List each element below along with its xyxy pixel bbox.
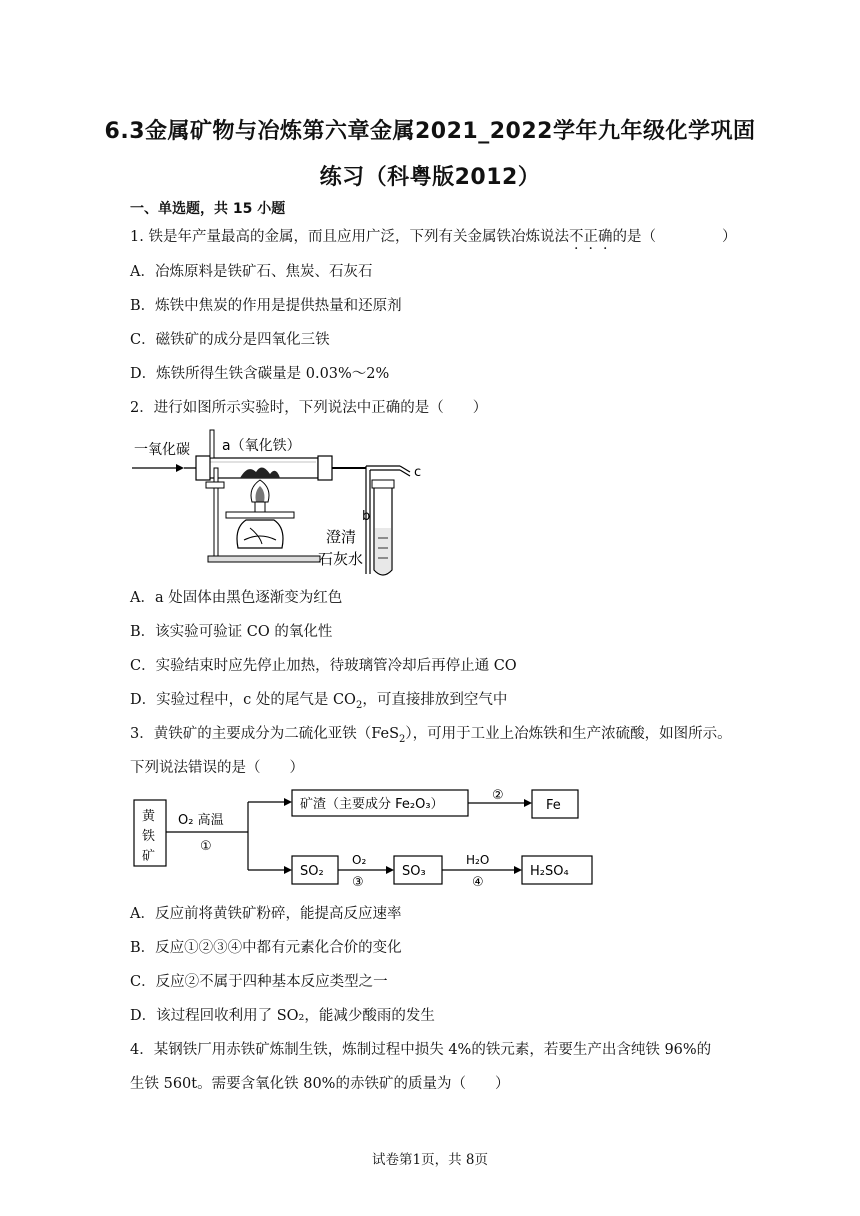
q1-option-c: C．磁铁矿的成分是四氧化三铁 — [130, 332, 330, 348]
step-2-label: ② — [492, 788, 504, 803]
q1-emphasis-2: 正 — [583, 229, 598, 245]
q1-paren-close: ） — [722, 229, 737, 245]
q1-option-d: D．炼铁所得生铁含碳量是 0.03%～2% — [130, 366, 390, 382]
a-label: a（氧化铁） — [222, 438, 301, 454]
so3-label: SO₃ — [402, 864, 426, 879]
slag-label: 矿渣（主要成分 Fe₂O₃） — [300, 797, 444, 812]
b-label: b — [362, 509, 371, 524]
q4-stem-line1: 4．某钢铁厂用赤铁矿炼制生铁，炼制过程中损失 4%的铁元素，若要生产出含纯铁 96%的 — [130, 1042, 712, 1058]
q1-emphasis-1: 不 — [568, 229, 584, 245]
ore-char-2: 铁 — [142, 829, 156, 844]
limewater-label-1: 澄清 — [326, 528, 357, 546]
q1-option-a: A．冶炼原料是铁矿石、焦炭、石灰石 — [130, 264, 373, 280]
step-1-label: ① — [200, 839, 212, 854]
o2-label: O₂ — [352, 853, 367, 867]
q3-stem1: 3．黄铁矿的主要成分为二硫化亚铁（FeS — [130, 726, 400, 742]
q2-option-c: C．实验结束时应先停止加热，待玻璃管冷却后再停止通 CO — [130, 658, 517, 674]
page-title-line1: 6.3金属矿物与冶炼第六章金属2021_2022学年九年级化学巩固 — [104, 119, 756, 144]
q1-emphasis-3: 确 — [597, 229, 613, 245]
q3-stem1-sub: 2 — [399, 733, 406, 745]
q4-stem-line2: 生铁 560t。需要含氧化铁 80%的赤铁矿的质量为（ ） — [130, 1076, 510, 1092]
q2-option-d-sub: 2 — [355, 699, 363, 711]
so2-label: SO₂ — [300, 864, 324, 879]
q3-option-d: D．该过程回收利用了 SO₂，能减少酸雨的发生 — [130, 1008, 435, 1024]
o2-high-temp-label: O₂ 高温 — [178, 813, 224, 828]
q2-option-d-post: ，可直接排放到空气中 — [362, 692, 508, 708]
q1-stem-b: 的是（ — [612, 229, 656, 245]
q2-option-d — [130, 688, 507, 711]
page-title-line2: 练习（科粤版2012） — [319, 165, 541, 190]
h2so4-label: H₂SO₄ — [530, 864, 569, 879]
step-4-label: ④ — [472, 875, 484, 890]
q2-stem: 2．进行如图所示实验时，下列说法中正确的是（ ） — [130, 400, 488, 416]
section-heading: 一、单选题，共 15 小题 — [130, 201, 286, 217]
q3-stem-line1 — [130, 722, 732, 745]
q2-option-d-pre: D．实验过程中，c 处的尾气是 CO — [130, 692, 356, 708]
page-footer: 试卷第1页，共 8页 — [372, 1152, 488, 1168]
q3-stem-line2: 下列说法错误的是（ ） — [130, 760, 304, 776]
co-label: 一氧化碳 — [134, 442, 190, 458]
q3-option-a: A．反应前将黄铁矿粉碎，能提高反应速率 — [130, 906, 402, 922]
q2-option-b: B．该实验可验证 CO 的氧化性 — [130, 624, 333, 640]
q1-stem — [130, 225, 656, 246]
q1-option-b: B．炼铁中焦炭的作用是提供热量和还原剂 — [130, 298, 402, 314]
q3-stem1-post: ），可用于工业上冶炼铁和生产浓硫酸，如图所示。 — [405, 726, 732, 742]
q3-option-c: C．反应②不属于四种基本反应类型之一 — [130, 974, 388, 990]
co-reduction-apparatus-figure — [130, 424, 450, 584]
limewater-label-2: 石灰水 — [318, 550, 364, 568]
step-3-label: ③ — [352, 875, 364, 890]
fe-label: Fe — [546, 798, 561, 813]
q3-option-b: B．反应①②③④中都有元素化合价的变化 — [130, 940, 402, 956]
q2-option-a: A．a 处固体由黑色逐渐变为红色 — [130, 590, 343, 606]
pyrite-process-flow-figure — [130, 786, 600, 890]
ore-char-3: 矿 — [142, 849, 156, 864]
h2o-label: H₂O — [466, 853, 490, 867]
ore-char-1: 黄 — [142, 809, 156, 824]
c-label: c — [414, 465, 422, 480]
q1-stem-a: 1. 铁是年产量最高的金属，而且应用广泛，下列有关金属铁冶炼说法 — [130, 229, 569, 245]
